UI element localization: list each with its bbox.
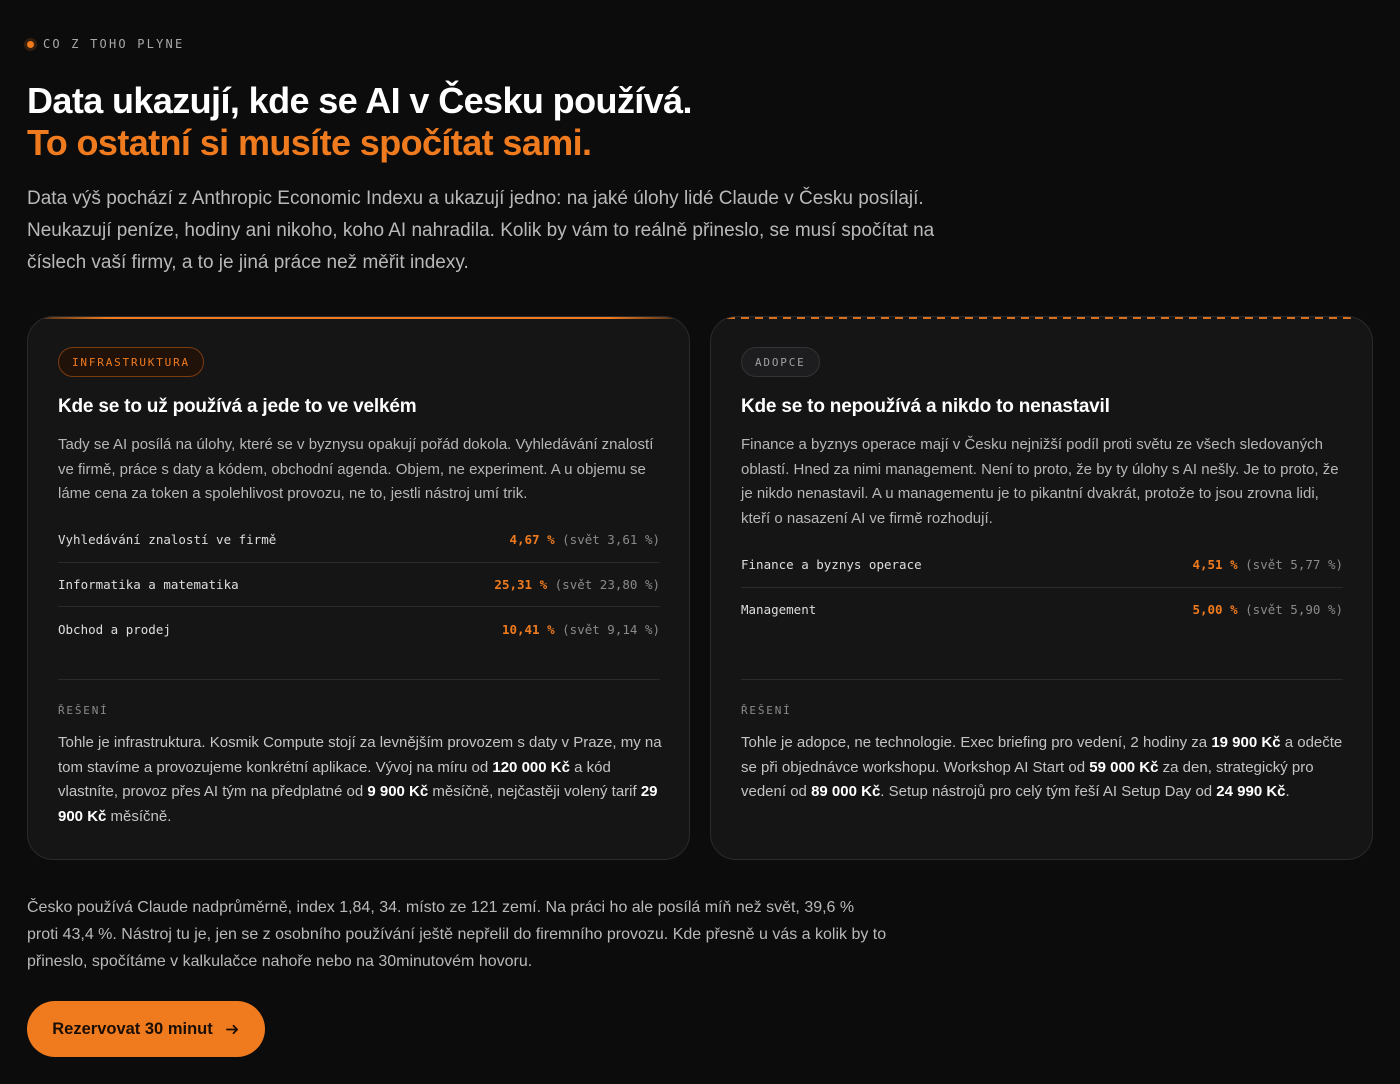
price-highlight: 24 990 Kč — [1216, 783, 1286, 800]
stat-value: 4,67 % — [509, 532, 555, 548]
price-highlight: 120 000 Kč — [492, 758, 570, 776]
stat-value: 4,51 % — [1192, 557, 1238, 573]
card-title: Kde se to už používá a jede to ve velkém — [58, 396, 417, 417]
solution-text: Tohle je infrastruktura. Kosmik Compute stojí za levnějším provozem s daty v Praze, my na tom stavíme a provozujeme konkrétní aplikace. Vývoj na míru od 120 000 Kč a kód vlastníte, provoz přes AI tým na předplatné od 9 900 Kč měsíčně, nejčastěji volený tarif 29 900 Kč měsíčně. — [58, 734, 662, 825]
card-tag: INFRASTRUKTURA — [58, 347, 204, 377]
price-highlight: 59 000 Kč — [1089, 758, 1159, 776]
stat-world: (svět 23,80 %) — [554, 576, 660, 592]
section-eyebrow — [27, 37, 184, 51]
price-highlight: 29 900 Kč — [58, 783, 658, 825]
stat-value: 25,31 % — [494, 576, 548, 592]
lead-paragraph: Data výš pochází z Anthropic Economic Indexu a ukazují jedno: na jaké úlohy lidé Claude v Česku posílají. Neukazují peníze, hodiny ani nikoho, koho AI nahradila. Kolik by vám to reálně přineslo, se musí spočítat na číslech vaší firmy, a to je jiná práce než měřit indexy. — [27, 188, 935, 273]
stat-row — [741, 588, 1343, 633]
stat-name: Management — [741, 602, 817, 618]
eyebrow-label: CO Z TOHO PLYNE — [43, 37, 185, 51]
stats-list — [58, 518, 660, 652]
stat-world: (svět 5,90 %) — [1245, 602, 1343, 618]
arrow-right-icon — [225, 1022, 240, 1037]
stat-row — [58, 607, 660, 652]
book-call-button[interactable] — [27, 1001, 265, 1057]
solution-label: ŘEŠENÍ — [58, 704, 109, 717]
stat-name: Obchod a prodej — [58, 621, 171, 637]
stat-row — [741, 543, 1343, 588]
eyebrow-dot-icon — [27, 41, 34, 48]
stat-value: 5,00 % — [1192, 602, 1238, 618]
divider — [741, 679, 1343, 680]
page-headline — [27, 80, 1027, 164]
stat-name: Informatika a matematika — [58, 576, 239, 592]
stat-world: (svět 3,61 %) — [562, 532, 660, 548]
book-call-label: Rezervovat 30 minut — [52, 1019, 213, 1038]
stat-row — [58, 563, 660, 608]
headline-line2: To ostatní si musíte spočítat sami. — [27, 122, 592, 163]
card-adoption — [710, 316, 1373, 860]
stat-value: 10,41 % — [501, 621, 555, 637]
stat-name: Vyhledávání znalostí ve firmě — [58, 532, 277, 548]
card-title: Kde se to nepoužívá a nikdo to nenastavil — [741, 396, 1110, 417]
card-infrastructure — [27, 316, 690, 860]
card-description: Finance a byznys operace mají v Česku nejnižší podíl proti světu ze všech sledovaných oblastí. Hned za nimi management. Není to proto, že by ty úlohy s AI nešly. Je to proto, že je nikdo nenastavil. A u managementu je to pikantní dvakrát, protože to jsou zrovna lidi, kteří o nasazení AI ve firmě rozhodují. — [741, 436, 1339, 527]
stats-list — [741, 543, 1343, 632]
stat-name: Finance a byznys operace — [741, 557, 922, 573]
price-highlight: 89 000 Kč — [811, 783, 881, 800]
price-highlight: 9 900 Kč — [367, 783, 429, 800]
solution-label: ŘEŠENÍ — [741, 704, 792, 717]
solution-text: Tohle je adopce, ne technologie. Exec briefing pro vedení, 2 hodiny za 19 900 Kč a odečte se při objednávce workshopu. Workshop AI Start od 59 000 Kč za den, strategický pro vedení od 89 000 Kč. Setup nástrojů pro celý tým řeší AI Setup Day od 24 990 Kč. — [741, 734, 1343, 800]
divider — [58, 679, 660, 680]
summary-paragraph: Česko používá Claude nadprůměrně, index 1,84, 34. místo ze 121 zemí. Na práci ho ale posílá míň než svět, 39,6 % proti 43,4 %. Nástroj tu je, jen se z osobního používání ještě nepřelil do firemního provozu. Kde přesně u vás a kolik by to přineslo, spočítáme v kalkulačce nahoře nebo na 30minutovém hovoru. — [27, 899, 887, 970]
stat-world: (svět 9,14 %) — [562, 621, 660, 637]
stat-world: (svět 5,77 %) — [1245, 557, 1343, 573]
headline-line1: Data ukazují, kde se AI v Česku používá. — [27, 80, 692, 121]
card-description: Tady se AI posílá na úlohy, které se v byznysu opakují pořád dokola. Vyhledávání znalostí ve firmě, práce s daty a kódem, obchodní agenda. Objem, ne experiment. A u objemu se láme cena za token a spolehlivost provozu, ne to, jestli nástroj umí trik. — [58, 436, 654, 502]
stat-row — [58, 518, 660, 563]
price-highlight: 19 900 Kč — [1211, 734, 1281, 751]
card-tag: ADOPCE — [741, 347, 820, 377]
